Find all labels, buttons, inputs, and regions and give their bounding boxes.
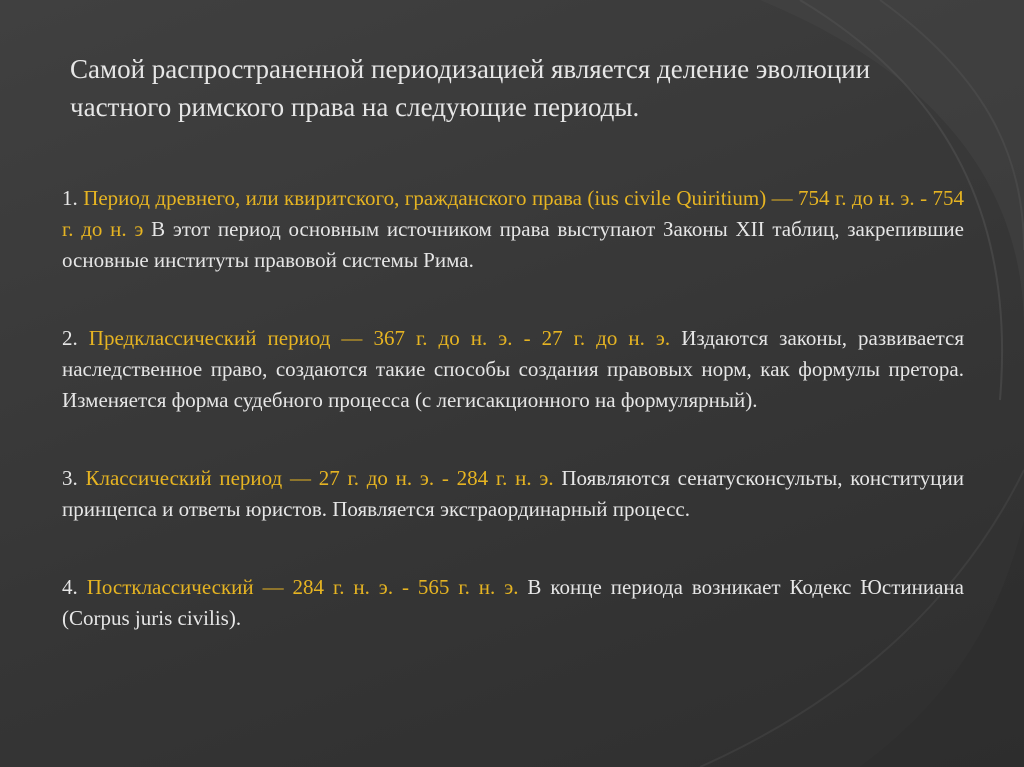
period-name: Классический период — 27 г. до н. э. - 284 г. н. э. [85,466,554,490]
period-item-1 [62,183,964,276]
period-item-2 [62,323,964,416]
periods-list [62,183,964,681]
period-name: Постклассический — 284 г. н. э. - 565 г. н. э. [86,575,519,599]
period-name: Период древнего, или квиритского, гражданского права (ius civile Quiritium) — 754 г. до н. э. - 754 г. до н. э [62,186,965,241]
period-number: 3. [62,466,86,490]
period-description: В этот период основным источником права выступают Законы XII таблиц, закрепившие основные институты правовой системы Рима. [62,217,964,272]
period-number: 2. [62,326,89,350]
period-number: 1. [62,186,84,210]
period-item-4 [62,572,964,634]
period-name: Предклассический период — 367 г. до н. э. - 27 г. до н. э. [88,326,671,350]
period-description: Издаются законы, развивается наследственное право, создаются такие способы создания правовых норм, как формулы претора. Изменяется форма судебного процесса (с легисакционного на формулярный). [62,326,965,412]
period-item-3 [62,463,964,525]
period-number: 4. [62,575,87,599]
period-description: В конце периода возникает Кодекс Юстиниана (Corpus juris civilis). [62,575,964,630]
slide-title: Самой распространенной периодизацией является деление эволюции частного римского права на следующие периоды. [70,54,871,122]
period-description: Появляются сенатусконсульты, конституции принцепса и ответы юристов. Появляется экстраординарный процесс. [62,466,965,521]
